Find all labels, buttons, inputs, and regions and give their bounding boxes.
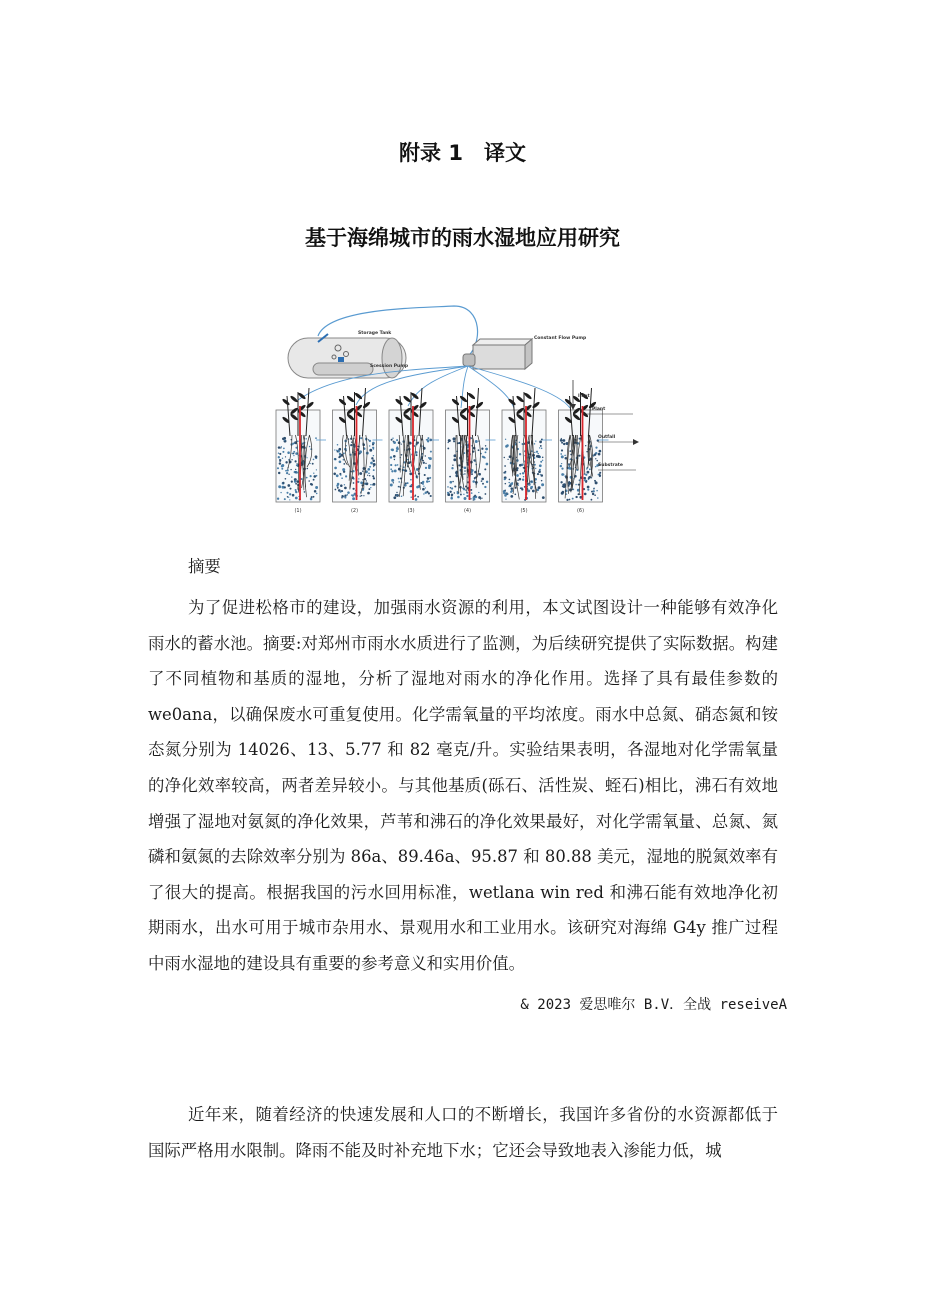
wetland-column — [389, 388, 439, 502]
label-scession-pump: Scession Pump — [370, 364, 409, 369]
appendix-heading: 附录 1 译文 — [399, 141, 526, 165]
label-constant-flow-pump: Constant Flow Pump — [534, 336, 587, 341]
column-label: (2) — [350, 508, 359, 514]
column-label: (3) — [407, 508, 415, 514]
storage-tank — [288, 334, 406, 378]
wetland-column — [559, 388, 609, 502]
column-label: (6) — [576, 508, 585, 514]
label-inlet: Inlet — [578, 394, 590, 399]
intro-paragraph: 近年来，随着经济的快速发展和人口的不断增长，我国许多省份的水资源都低于国际严格用水限制。降雨不能及时补充地下水；它还会导致地表入渗能力低，城 — [148, 1105, 778, 1160]
abstract-label: 摘要 — [188, 557, 221, 576]
column-label: (5) — [520, 508, 528, 514]
copyright-note: & 2023 爱思唯尔 B.V．全战 reseiveA — [520, 997, 787, 1013]
label-outfall: Outfall — [598, 435, 616, 440]
wetland-column — [446, 388, 496, 502]
wetland-column — [276, 388, 326, 502]
wetland-diagram-figure — [258, 300, 668, 522]
wetland-columns — [276, 388, 609, 514]
paper-title: 基于海绵城市的雨水湿地应用研究 — [305, 226, 620, 250]
abstract-text: 为了促进松格市的建设，加强雨水资源的利用，本文试图设计一种能够有效净化雨水的蓄水池。摘要:对郑州市雨水水质进行了监测，为后续研究提供了实际数据。构建了不同植物和基质的湿地，分析了湿地对雨水的净化作用。选择了具有最佳参数的 we0ana，以确保废水可重复使用。化学需氧量的平均浓度。雨水中总氮、硝态氮和铵态氮分别为 14026、13、5.77 和 82 毫克/升。实验结果表明，各湿地对化学需氧量的净化效率较高，两者差异较小。与其他基质(砾石、活性炭、蛭石)相比，沸石有效地增强了湿地对氨氮的净化效果，芦苇和沸石的净化效果最好，对化学需氧量、总氮、氮磷和氨氮的去除效率分别为 86a、89.46a、95.87 和 80.88 美元，湿地的脱氮效率有了很大的提高。根据我国的污水回用标准，wetlana win red 和沸石能有效地净化初期雨水，出水可用于城市杂用水、景观用水和工业用水。该研究对海绵 G4y 推广过程中雨水湿地的建设具有重要的参考意义和实用价值。 — [148, 598, 778, 973]
column-label: (4) — [463, 508, 472, 514]
label-plant: Plant — [592, 407, 606, 412]
wetland-column — [333, 388, 383, 502]
label-storage-tank: Storage Tank — [358, 331, 392, 336]
wetland-column — [502, 388, 552, 502]
label-substrate: Substrate — [598, 463, 623, 468]
column-label: (1) — [294, 508, 302, 514]
constant-flow-pump — [463, 339, 532, 369]
